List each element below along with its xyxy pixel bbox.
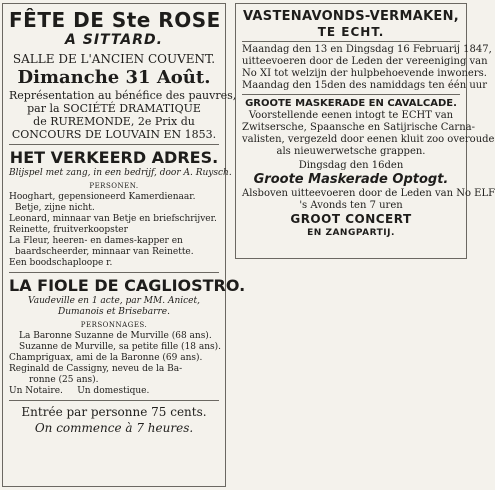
intro-line-4: Maandag den 15den des namiddags ten één uur [242,80,488,91]
poster-title: VASTENAVONDS-VERMAKEN, [242,9,460,24]
divider [242,94,460,95]
poster-place: TE ECHT. [317,25,385,39]
concert-subheading: EN ZANGPARTIJ. [307,228,395,238]
poster-title: FÊTE DE Ste ROSE [9,8,221,32]
intro-line-3: No XI tot welzijn der hulpbehoevende inwoners. [242,68,487,79]
parade-desc-3: valisten, vergezeld door eenen kluit zoo overoude [242,134,495,145]
benefit-line-4: CONCOURS DE LOUVAIN EN 1853. [11,128,217,141]
tuesday-desc-1: Alsboven uitteevoeren door de Leden van No ELF [242,188,495,199]
play2-cast-5: ronne (25 ans). [29,375,99,385]
play1-cast-6: baardscheerder, minnaar van Reinette. [15,247,194,257]
parade-heading: GROOTE MASKERADE EN CAVALCADE. [245,98,457,109]
intro-line-2: uitteevoeren door de Leden der vereeniging van [242,56,488,67]
play1-cast-1: Hooghart, gepensioneerd Kamerdienaar. [9,192,196,202]
entry-price: Entrée par personne 75 cents. [21,405,207,419]
play1-cast-5: La Fleur, heeren- en dames-kapper en [9,236,183,246]
play1-cast-7: Een boodschaploope r. [9,258,113,268]
poster-place: A SITTARD. [65,32,163,48]
play1-personen-heading: PERSONEN. [89,182,139,190]
left-poster [2,3,246,487]
benefit-line-1: Représentation au bénéfice des pauvres, [9,89,237,102]
play1-subtitle: Blijspel met zang, in een bedrijf, door A. Ruysch. [9,168,232,178]
play2-cast-6: Un Notaire. Un domestique. [9,386,150,396]
play2-cast-2: Suzanne de Murville, sa petite fille (18 ans). [19,342,222,352]
play1-cast-4: Reinette, fruitverkoopster [9,225,128,235]
concert-heading: GROOT CONCERT [290,212,412,226]
play2-subtitle-2: Dumanois et Brisebarre. [58,307,170,317]
play1-title: HET VERKEERD ADRES. [9,148,219,167]
play2-cast-3: Champriguax, ami de la Baronne (69 ans). [9,353,203,363]
right-poster [235,3,495,259]
benefit-line-2: par la SOCIÉTÉ DRAMATIQUE [27,102,201,115]
intro-line-1: Maandag den 13 en Dingsdag 16 Februarij 1847, [242,44,492,55]
play2-title: LA FIOLE DE CAGLIOSTRO. [9,276,246,295]
divider [9,400,219,401]
poster-venue: SALLE DE L'ANCIEN COUVENT. [12,52,216,66]
tuesday-heading: Dingsdag den 16den [298,160,404,171]
optogt-heading: Groote Maskerade Optogt. [253,172,449,187]
play2-cast-1: La Baronne Suzanne de Murville (68 ans). [19,331,212,341]
poster-date: Dimanche 31 Août. [17,67,211,88]
play1-cast-3: Leonard, minnaar van Betje en briefschrijver. [9,214,217,224]
divider [9,272,219,273]
parade-desc-1: Voorstellende eenen intogt te ECHT van [248,110,454,121]
divider [242,41,460,42]
start-time: On commence à 7 heures. [34,421,194,435]
parade-desc-2: Zwitsersche, Spaansche en Satijrische Carna- [242,122,475,133]
play1-cast-2: Betje, zijne nicht. [15,203,95,213]
divider [9,144,219,145]
tuesday-desc-2: 's Avonds ten 7 uren [299,200,403,211]
play2-personnages-heading: PERSONNAGES. [80,321,148,329]
parade-desc-4: als nieuwerwetsche grappen. [276,146,426,157]
benefit-line-3: de RUREMONDE, 2e Prix du [33,115,195,128]
play2-cast-4: Reginald de Cassigny, neveu de la Ba- [9,364,183,374]
play2-subtitle-1: Vaudeville en 1 acte, par MM. Anicet, [28,296,200,306]
